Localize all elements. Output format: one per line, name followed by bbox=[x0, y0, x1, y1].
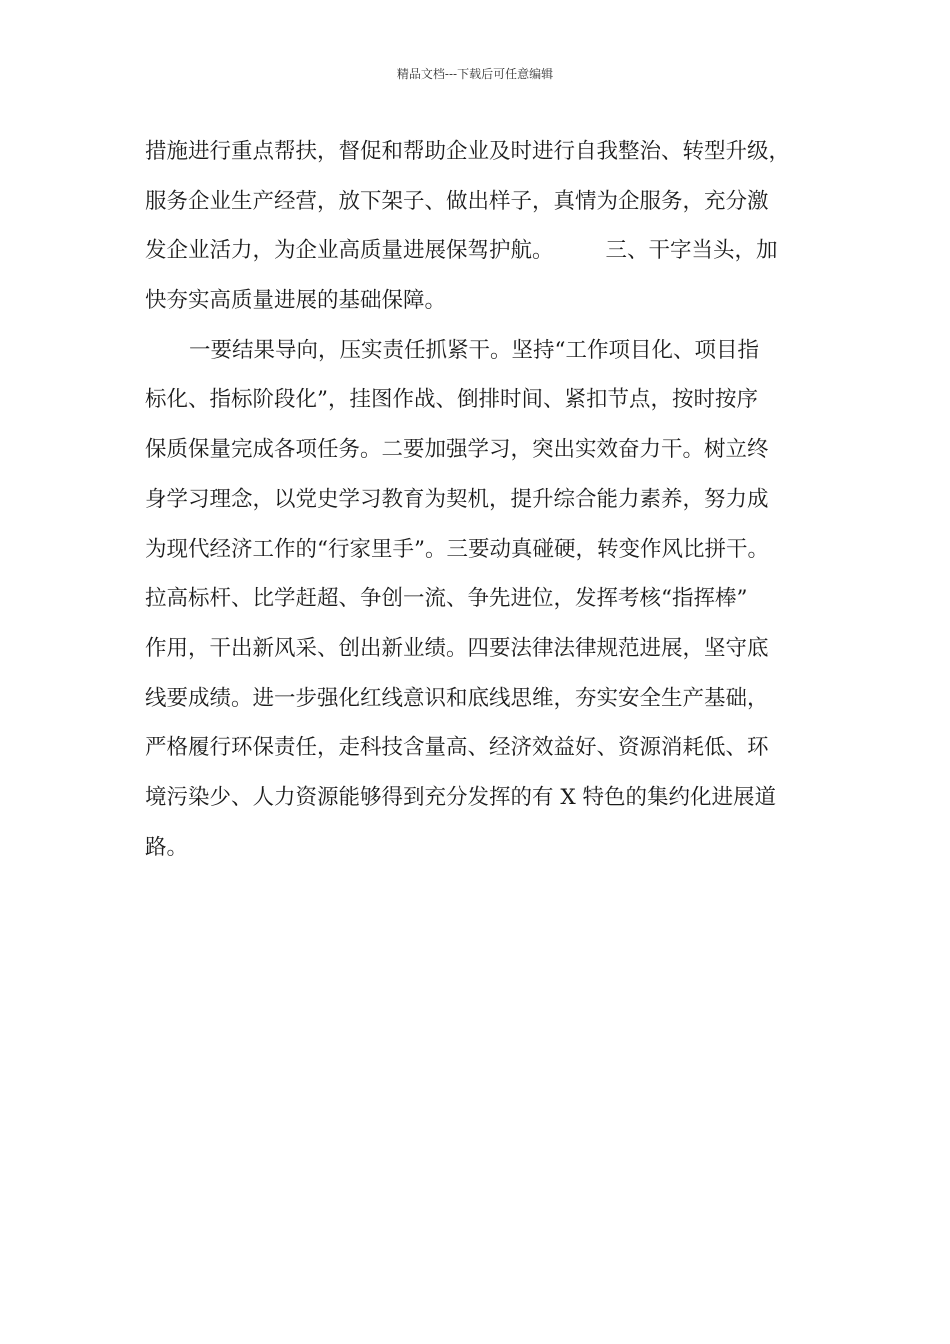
section-heading: 三、干字当头，加 bbox=[605, 238, 778, 264]
text-line: 保质保量完成各项任务。二要加强学习，突出实效奋力干。树立终 bbox=[145, 437, 769, 463]
text-line: 线要成绩。进一步强化红线意识和底线思维，夯实安全生产基础， bbox=[145, 685, 769, 711]
text-line: 措施进行重点帮扶，督促和帮助企业及时进行自我整治、转型升级， bbox=[145, 139, 791, 164]
text-line: 境污染少、人力资源能够得到充分发挥的有 X 特色的集约化进展道 bbox=[145, 784, 776, 810]
text-line: 一要结果导向，压实责任抓紧干。坚持“工作项目化、项目指 bbox=[189, 337, 759, 363]
text-line: 标化、指标阶段化”，挂图作战、倒排时间、紧扣节点，按时按序 bbox=[145, 387, 758, 413]
document-body bbox=[145, 127, 825, 872]
text-line: 为现代经济工作的“行家里手”。三要动真碰硬，转变作风比拼干。 bbox=[145, 536, 769, 562]
text-line: 服务企业生产经营，放下架子、做出样子，真情为企服务，充分激 bbox=[145, 188, 769, 214]
paragraph-1 bbox=[145, 127, 825, 326]
text-line-segment: 发企业活力，为企业高质量进展保驾护航。 bbox=[145, 238, 554, 264]
text-line: 作用，干出新风采、创出新业绩。四要法律法律规范进展，坚守底 bbox=[145, 635, 769, 661]
text-line: 严格履行环保责任，走科技含量高、经济效益好、资源消耗低、环 bbox=[145, 735, 769, 761]
text-line: 路。 bbox=[145, 834, 189, 860]
text-line: 身学习理念，以党史学习教育为契机，提升综合能力素养，努力成 bbox=[145, 486, 769, 512]
paragraph-2 bbox=[145, 326, 825, 873]
text-line: 拉高标杆、比学赶超、争创一流、争先进位，发挥考核“指挥棒” bbox=[145, 586, 748, 612]
text-line: 快夯实高质量进展的基础保障。 bbox=[145, 288, 447, 314]
page-header: 精品文档---下载后可任意编辑 bbox=[396, 67, 554, 81]
text-line bbox=[145, 226, 825, 276]
